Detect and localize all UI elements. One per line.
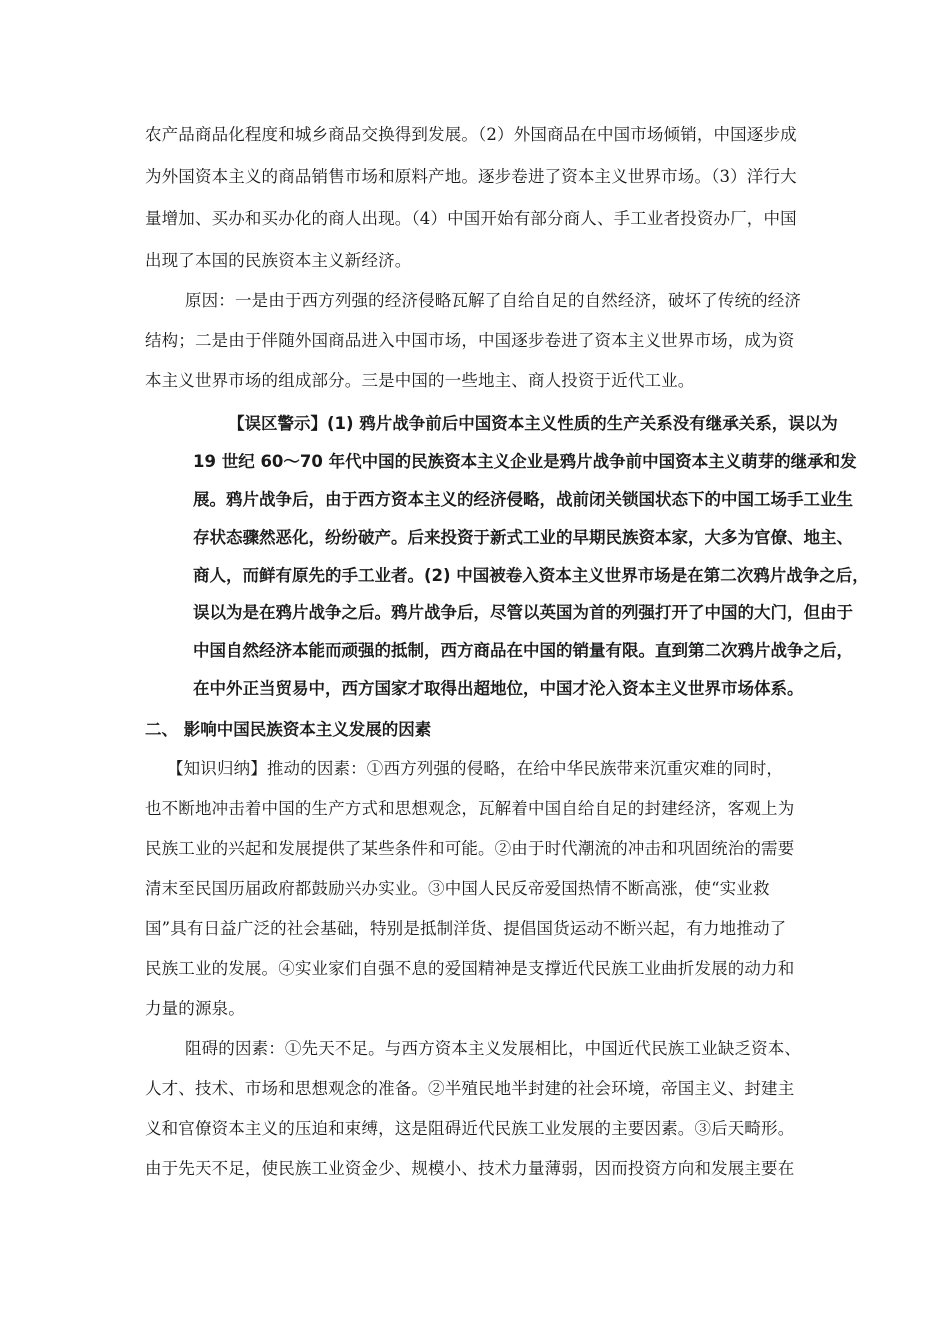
text-line: 19 世纪 60～70 年代中国的民族资本主义企业是鸦片战争前中国资本主义萌芽的继承和发 [193, 452, 857, 471]
text-line: 在中外正当贸易中，西方国家才取得出超地位，中国才沦入资本主义世界市场体系。 [193, 679, 804, 698]
text-line: 展。鸦片战争后，由于西方资本主义的经济侵略，战前闭关锁国状态下的中国工场手工业生 [193, 490, 853, 509]
section-heading: 二、 影响中国民族资本主义发展的因素 [145, 720, 432, 739]
text-line: 由于先天不足，使民族工业资金少、规模小、技术力量薄弱，因而投资方向和发展主要在 [145, 1159, 795, 1178]
text-line: 清末至民国历届政府都鼓励兴办实业。③中国人民反帝爱国热情不断高涨，使“实业救 [145, 879, 770, 898]
text-line: 义和官僚资本主义的压迫和束缚，这是阻碍近代民族工业发展的主要因素。③后天畸形。 [145, 1119, 795, 1138]
text-line: 力量的源泉。 [145, 999, 245, 1018]
text-line: 人才、技术、市场和思想观念的准备。②半殖民地半封建的社会环境，帝国主义、封建主 [145, 1079, 795, 1098]
text-line: 阻碍的因素：①先天不足。与西方资本主义发展相比，中国近代民族工业缺乏资本、 [185, 1039, 802, 1058]
text-line: 结构；二是由于伴随外国商品进入中国市场，中国逐步卷进了资本主义世界市场，成为资 [145, 331, 795, 350]
text-line: 量增加、买办和买办化的商人出现。（4）中国开始有部分商人、手工业者投资办厂，中国 [145, 209, 797, 228]
text-line: 国”具有日益广泛的社会基础，特别是抵制洋货、提倡国货运动不断兴起，有力地推动了 [145, 919, 787, 938]
text-line: 本主义世界市场的组成部分。三是中国的一些地主、商人投资于近代工业。 [145, 371, 695, 390]
text-line: 农产品商品化程度和城乡商品交换得到发展。（2）外国商品在中国市场倾销，中国逐步成 [145, 125, 797, 144]
text-line: 也不断地冲击着中国的生产方式和思想观念，瓦解着中国自给自足的封建经济，客观上为 [145, 799, 795, 818]
text-line: 原因：一是由于西方列强的经济侵略瓦解了自给自足的自然经济，破坏了传统的经济 [185, 291, 802, 310]
text-line: 中国自然经济本能而顽强的抵制，西方商品在中国的销量有限。直到第二次鸦片战争之后， [193, 641, 853, 660]
text-line: 【误区警示】(1) 鸦片战争前后中国资本主义性质的生产关系没有继承关系，误以为 [228, 414, 838, 433]
text-line: 出现了本国的民族资本主义新经济。 [145, 251, 412, 270]
text-line: 为外国资本主义的商品销售市场和原料产地。逐步卷进了资本主义世界市场。（3）洋行大 [145, 167, 797, 186]
text-line: 存状态骤然恶化，纷纷破产。后来投资于新式工业的早期民族资本家，大多为官僚、地主、 [193, 528, 853, 547]
text-line: 商人，而鲜有原先的手工业者。(2) 中国被卷入资本主义世界市场是在第二次鸦片战争之后， [193, 566, 869, 585]
text-line: 误以为是在鸦片战争之后。鸦片战争后，尽管以英国为首的列强打开了中国的大门，但由于 [193, 603, 853, 622]
text-line: 民族工业的发展。④实业家们自强不息的爱国精神是支撑近代民族工业曲折发展的动力和 [145, 959, 795, 978]
text-line: 【知识归纳】推动的因素：①西方列强的侵略，在给中华民族带来沉重灾难的同时， [167, 759, 784, 778]
text-line: 民族工业的兴起和发展提供了某些条件和可能。②由于时代潮流的冲击和巩固统治的需要 [145, 839, 795, 858]
